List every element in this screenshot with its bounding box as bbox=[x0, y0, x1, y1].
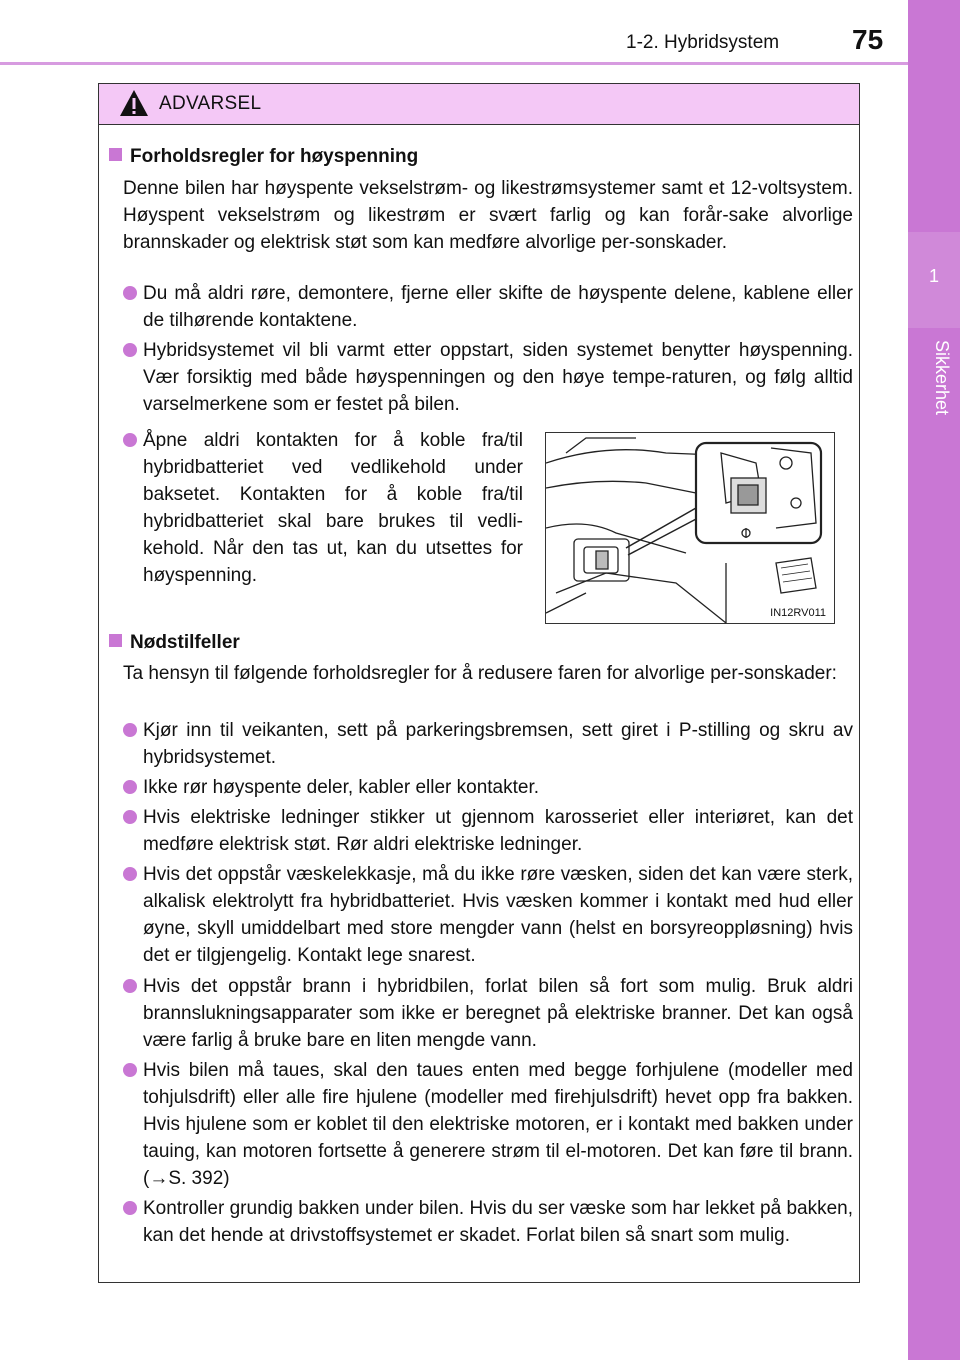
bullet-dot-icon bbox=[123, 1063, 137, 1077]
connector-diagram bbox=[546, 433, 836, 625]
square-bullet-icon bbox=[109, 148, 122, 161]
warning-box bbox=[98, 83, 860, 1283]
bullet-dot-icon bbox=[123, 286, 137, 300]
section-heading-high-voltage bbox=[109, 146, 418, 168]
bullet-dot-icon bbox=[123, 433, 137, 447]
warning-header bbox=[99, 84, 859, 125]
list-item-text: Kjør inn til veikanten, sett på parkeringsbremsen, sett giret i P-stilling og skru av hybridsystemet. bbox=[143, 720, 853, 768]
warning-title: ADVARSEL bbox=[159, 93, 262, 114]
section-title: 1-2. Hybridsystem bbox=[626, 32, 780, 53]
list-item-text: Ikke rør høyspente deler, kabler eller kontakter. bbox=[143, 777, 540, 798]
bullet-dot-icon bbox=[123, 780, 137, 794]
square-bullet-icon bbox=[109, 634, 122, 647]
list-item-text: Du må aldri røre, demontere, fjerne eller skifte de høyspente delene, kablene eller de tilhørende kontaktene. bbox=[143, 283, 853, 331]
list-item-text: Hybridsystemet vil bli varmt etter oppstart, siden systemet benytter høyspenning. Vær forsiktig med både høyspenningen og den høye tempe-raturen, og følg alltid varselmerkene som er festet på bilen. bbox=[143, 340, 853, 415]
paragraph: Ta hensyn til følgende forholdsregler for å redusere faren for alvorlige per-sonskader: bbox=[123, 663, 837, 684]
list-item-text: Hvis det oppstår brann i hybridbilen, forlat bilen så fort som mulig. Bruk aldri brannslukningsapparater som ikke er beregnet på elektriske branner. Det kan også være farlig å bruke bare en liten mengde vann. bbox=[143, 976, 853, 1051]
chapter-number: 1 bbox=[928, 266, 939, 286]
list-item bbox=[123, 280, 853, 334]
section-heading-text: Nødstilfeller bbox=[130, 632, 240, 653]
list-item bbox=[123, 861, 853, 969]
bullet-dot-icon bbox=[123, 1201, 137, 1215]
bullet-dot-icon bbox=[123, 810, 137, 824]
paragraph: Denne bilen har høyspente vekselstrøm- og likestrømsystemer samt et 12-voltsystem. Høyspent vekselstrøm og likestrøm er svært farlig og kan forår-sake alvorlige brannskader og elektrisk støt som kan medføre alvorlige per-sonskader. bbox=[123, 178, 853, 253]
bullet-dot-icon bbox=[123, 343, 137, 357]
list-item bbox=[123, 1057, 853, 1192]
bullet-dot-icon bbox=[123, 723, 137, 737]
chapter-label: Sikkerhet bbox=[932, 340, 952, 416]
list-item bbox=[123, 427, 523, 589]
list-item bbox=[123, 774, 853, 801]
list-item bbox=[123, 337, 853, 418]
section-heading-text: Forholdsregler for høyspenning bbox=[130, 146, 419, 167]
warning-triangle-icon bbox=[119, 89, 149, 117]
list-item bbox=[123, 1195, 853, 1249]
list-item-text: Åpne aldri kontakten for å koble fra/til hybridbatteriet ved vedlikehold under baksetet. Kontakten for å koble fra/til hybridbatteriet skal bare brukes til vedli-kehold. Når den tas ut, kan du utsettes for høyspenning. bbox=[143, 430, 523, 586]
list-item-text: Hvis elektriske ledninger stikker ut gjennom karosseriet eller interiøret, kan det medføre elektrisk støt. Rør aldri elektriske ledninger. bbox=[143, 807, 853, 855]
battery-connector-illustration bbox=[545, 432, 835, 624]
page-number: 75 bbox=[852, 24, 884, 55]
header-divider bbox=[0, 62, 908, 65]
bullet-dot-icon bbox=[123, 979, 137, 993]
list-item-text: Hvis bilen må taues, skal den taues enten med begge forhjulene (modeller med tohjulsdrift) eller alle fire hjulene (modeller med firehjulsdrift) hevet opp fra bakken. Hvis hjulene som er koblet til den elektriske motoren, er i kontakt med bakken under tauing, kan motoren fortsette å generere strøm til el-motoren. Det kan føre til brann. (→S. 392) bbox=[143, 1060, 853, 1189]
list-item bbox=[123, 804, 853, 858]
list-item bbox=[123, 973, 853, 1054]
bullet-dot-icon bbox=[123, 867, 137, 881]
section-heading-emergencies bbox=[109, 632, 240, 654]
list-item-text: Kontroller grundig bakken under bilen. Hvis du ser væske som har lekket på bakken, kan det hende at drivstoffsystemet er skadet. Forlat bilen så snart som mulig. bbox=[143, 1198, 853, 1246]
figure-code: IN12RV011 bbox=[770, 607, 826, 619]
list-item-text: Hvis det oppstår væskelekkasje, må du ikke røre væsken, siden det kan være sterk, alkalisk elektrolytt fra hybridbatteriet. Hvis væsken kommer i kontakt med hud eller øyne, skyll umiddelbart med store mengder vann (helst en borsyreoppløsning) hvis det er tilgjengelig. Kontakt lege snarest. bbox=[143, 864, 853, 966]
chapter-side-tab bbox=[908, 0, 960, 1360]
list-item bbox=[123, 717, 853, 771]
